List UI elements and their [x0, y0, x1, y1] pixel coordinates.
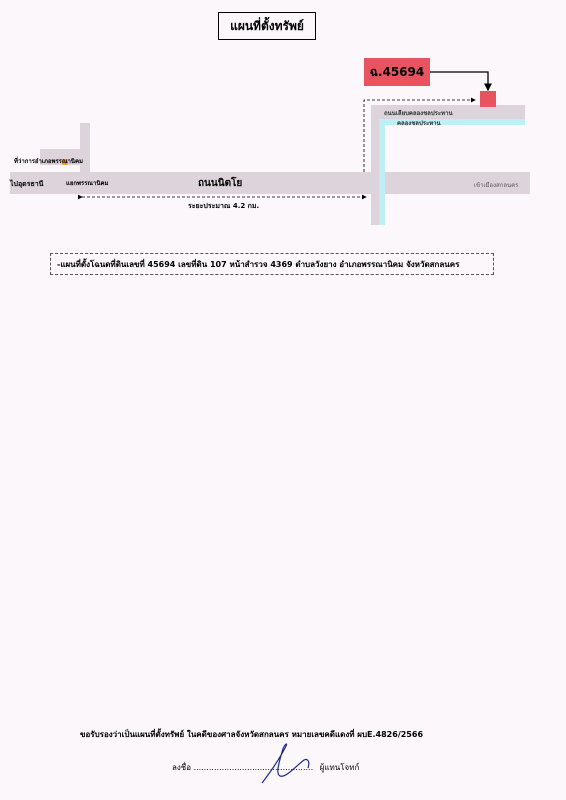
- deed-arrow: [430, 72, 488, 90]
- property-description: -แผนที่ตั้งโฉนดที่ดินเลขที่ 45694 เลขที่ดิน 107 หน้าสำรวจ 4369 ตำบลวังยาง อำเภอพรรณานิคม จังหวัดสกลนคร: [50, 253, 494, 275]
- signature-role: ผู้แทนโจทก์: [319, 763, 360, 772]
- signature-label: ลงชื่อ: [172, 763, 192, 772]
- signature-dots: ...............................................: [193, 763, 314, 772]
- label-to-sakon: เข้าเมืองสกลนคร: [474, 182, 519, 189]
- label-distance: ระยะประมาณ 4.2 กม.: [188, 202, 260, 210]
- page-title: แผนที่ตั้งทรัพย์: [218, 12, 316, 40]
- label-district-office: ที่ว่าการอำเภอพรรณานิคม: [14, 158, 83, 165]
- label-canal: คลองชลประทาน: [397, 120, 441, 127]
- deed-number-label: ฉ.45694: [364, 58, 430, 86]
- label-canal-road: ถนนเลียบคลองชลประทาน: [384, 110, 453, 117]
- signature-scribble: [250, 738, 320, 788]
- label-main-road: ถนนนิตโย: [198, 178, 243, 189]
- route-path: [364, 100, 475, 172]
- route-lines: [0, 0, 566, 230]
- label-junction: แยกพรรณานิคม: [66, 180, 109, 187]
- label-to-udon: ไปอุดรธานี: [10, 180, 44, 188]
- property-plot: [480, 91, 496, 107]
- certification-text: ขอรับรองว่าเป็นแผนที่ตั้งทรัพย์ ในคดีของศาลจังหวัดสกลนคร หมายเลขคดีแดงที่ ผบE.4826/2566: [80, 730, 424, 739]
